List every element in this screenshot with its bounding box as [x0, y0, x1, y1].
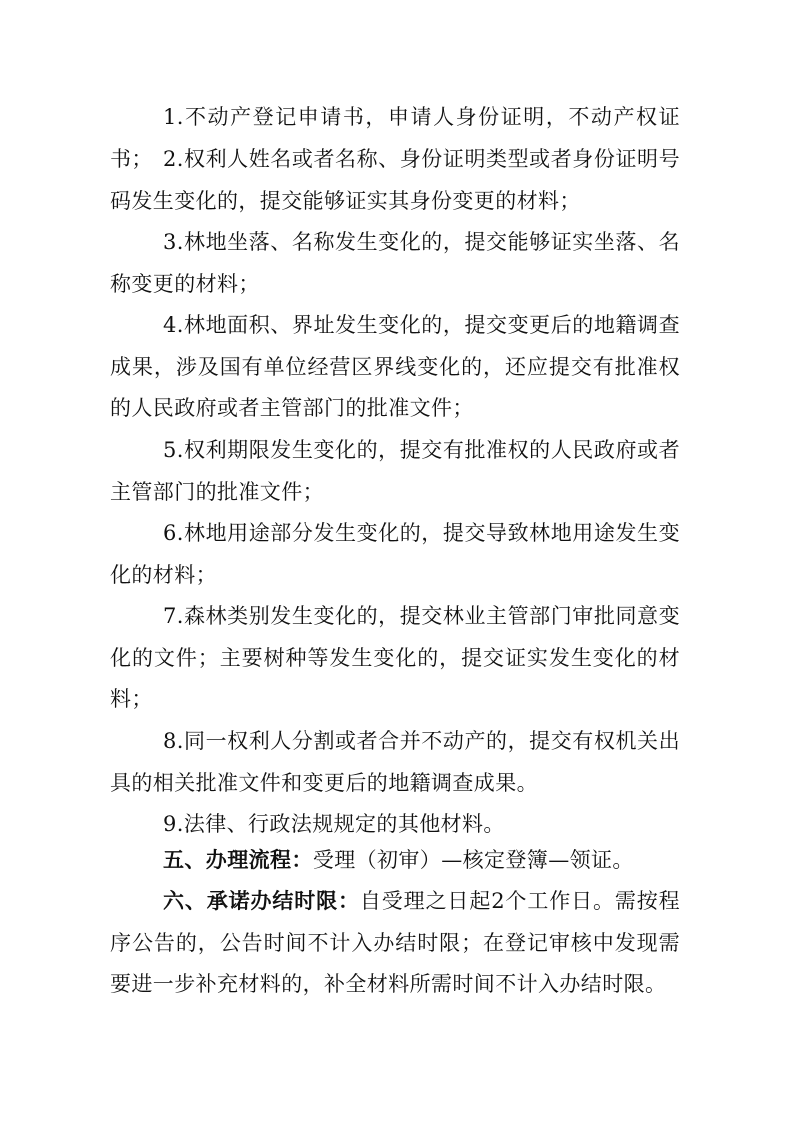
- material-item-7: 7.森林类别发生变化的，提交林业主管部门审批同意变化的文件；主要树种等发生变化的，提交证实发生变化的材料；: [110, 604, 680, 711]
- material-item-8: 8.同一权利人分割或者合并不动产的，提交有权机关出具的相关批准文件和变更后的地籍调查成果。: [110, 729, 680, 795]
- section-time-limit: [110, 881, 680, 1006]
- material-item-3: 3.林地坐落、名称发生变化的，提交能够证实坐落、名称变更的材料；: [110, 230, 680, 296]
- material-item-9: 9.法律、行政法规规定的其他材料。: [163, 812, 505, 836]
- material-item-2: 2.权利人姓名或者名称、身份证明类型或者身份证明号码发生变化的，提交能够证实其身份变更的材料；: [110, 147, 680, 213]
- section-process-body: 受理（初审）—核定登簿—领证。: [312, 848, 634, 872]
- section-time-limit-heading: 六、承诺办结时限：: [163, 889, 360, 913]
- section-process: [110, 840, 680, 882]
- section-process-heading: 五、办理流程：: [163, 848, 313, 872]
- material-item-1: 1.不动产登记申请书，申请人身份证明，不动产权证书；: [110, 105, 680, 171]
- section-time-limit-body: 自受理之日起2个工作日。需按程序公告的，公告时间不计入办结时限；在登记审核中发现需要进一步补充材料的，补全材料所需时间不计入办结时限。: [110, 889, 680, 996]
- material-item-5: 5.权利期限发生变化的，提交有批准权的人民政府或者主管部门的批准文件；: [110, 438, 680, 504]
- material-item-4: 4.林地面积、界址发生变化的，提交变更后的地籍调查成果，涉及国有单位经营区界线变化的，还应提交有批准权的人民政府或者主管部门的批准文件；: [110, 313, 680, 420]
- material-item-6: 6.林地用途部分发生变化的，提交导致林地用途发生变化的材料；: [110, 521, 680, 587]
